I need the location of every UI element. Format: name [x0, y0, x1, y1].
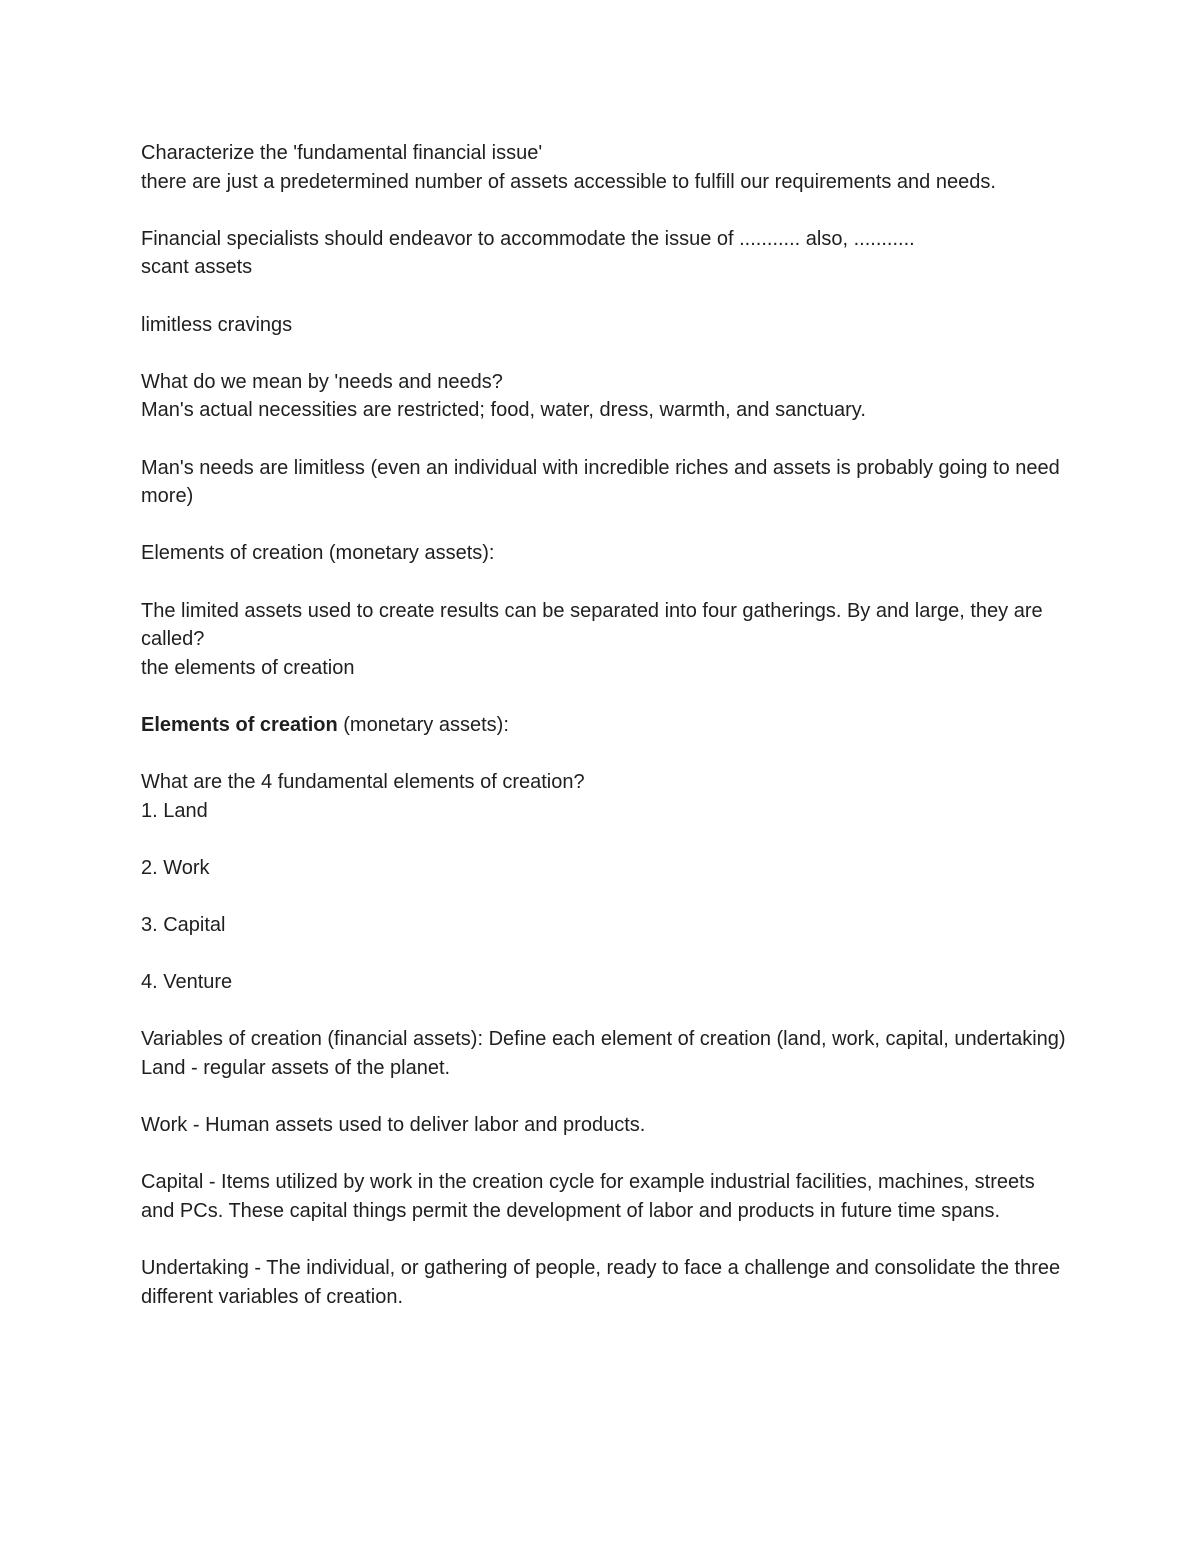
spacer [141, 882, 1071, 911]
spacer [141, 1083, 1071, 1112]
document-page [141, 139, 1071, 1311]
spacer [141, 1140, 1071, 1169]
spacer [141, 940, 1071, 969]
question-specialists: Financial specialists should endeavor to accommodate the issue of ........... also, ........... [141, 227, 915, 250]
spacer [141, 739, 1071, 768]
definition-land: Land - regular assets of the planet. [141, 1057, 451, 1079]
spacer [141, 682, 1071, 711]
answer-scant-assets: scant assets [141, 256, 253, 279]
definition-work: Work - Human assets used to deliver labor and products. [141, 1114, 646, 1137]
list-item-venture: 4. Venture [141, 971, 233, 994]
heading-rest-part: (monetary assets): [337, 713, 509, 736]
section-heading-elements-bold [141, 711, 1071, 740]
question-four-elements: What are the 4 fundamental elements of creation? [141, 771, 585, 794]
spacer [141, 825, 1071, 854]
heading-bold-part: Elements of creation [141, 713, 338, 736]
answer-limitless-cravings: limitless cravings [141, 313, 293, 336]
question-needs: What do we mean by 'needs and needs? [141, 370, 503, 393]
list-item-capital: 3. Capital [141, 914, 226, 937]
question-define-elements: Variables of creation (financial assets): Define each element of creation (land, work, capital, undertaking) [141, 1028, 1066, 1051]
spacer [141, 196, 1071, 225]
question-four-gatherings: The limited assets used to create results can be separated into four gatherings. By and large, they are called? [141, 599, 1049, 651]
spacer [141, 425, 1071, 454]
spacer [141, 997, 1071, 1026]
answer-fundamental-issue: there are just a predetermined number of assets accessible to fulfill our requirements and needs. [141, 170, 996, 193]
list-item-work: 2. Work [141, 856, 210, 879]
spacer [141, 1226, 1071, 1255]
answer-elements-of-creation: the elements of creation [141, 656, 355, 679]
list-item-land: 1. Land [141, 799, 208, 822]
answer-necessities: Man's actual necessities are restricted; food, water, dress, warmth, and sanctuary. [141, 399, 866, 422]
spacer [141, 511, 1071, 540]
section-heading-elements: Elements of creation (monetary assets): [141, 542, 495, 565]
spacer [141, 339, 1071, 368]
spacer [141, 282, 1071, 311]
answer-limitless-needs: Man's needs are limitless (even an individual with incredible riches and assets is probably going to need more) [141, 456, 1066, 508]
question-fundamental-issue: Characterize the 'fundamental financial issue' [141, 142, 543, 164]
definition-undertaking: Undertaking - The individual, or gathering of people, ready to face a challenge and consolidate the three different variables of creation. [141, 1257, 1066, 1308]
definition-capital: Capital - Items utilized by work in the creation cycle for example industrial facilities, machines, streets and PCs. These capital things permit the development of labor and products in future time spans. [141, 1171, 1041, 1222]
spacer [141, 568, 1071, 597]
